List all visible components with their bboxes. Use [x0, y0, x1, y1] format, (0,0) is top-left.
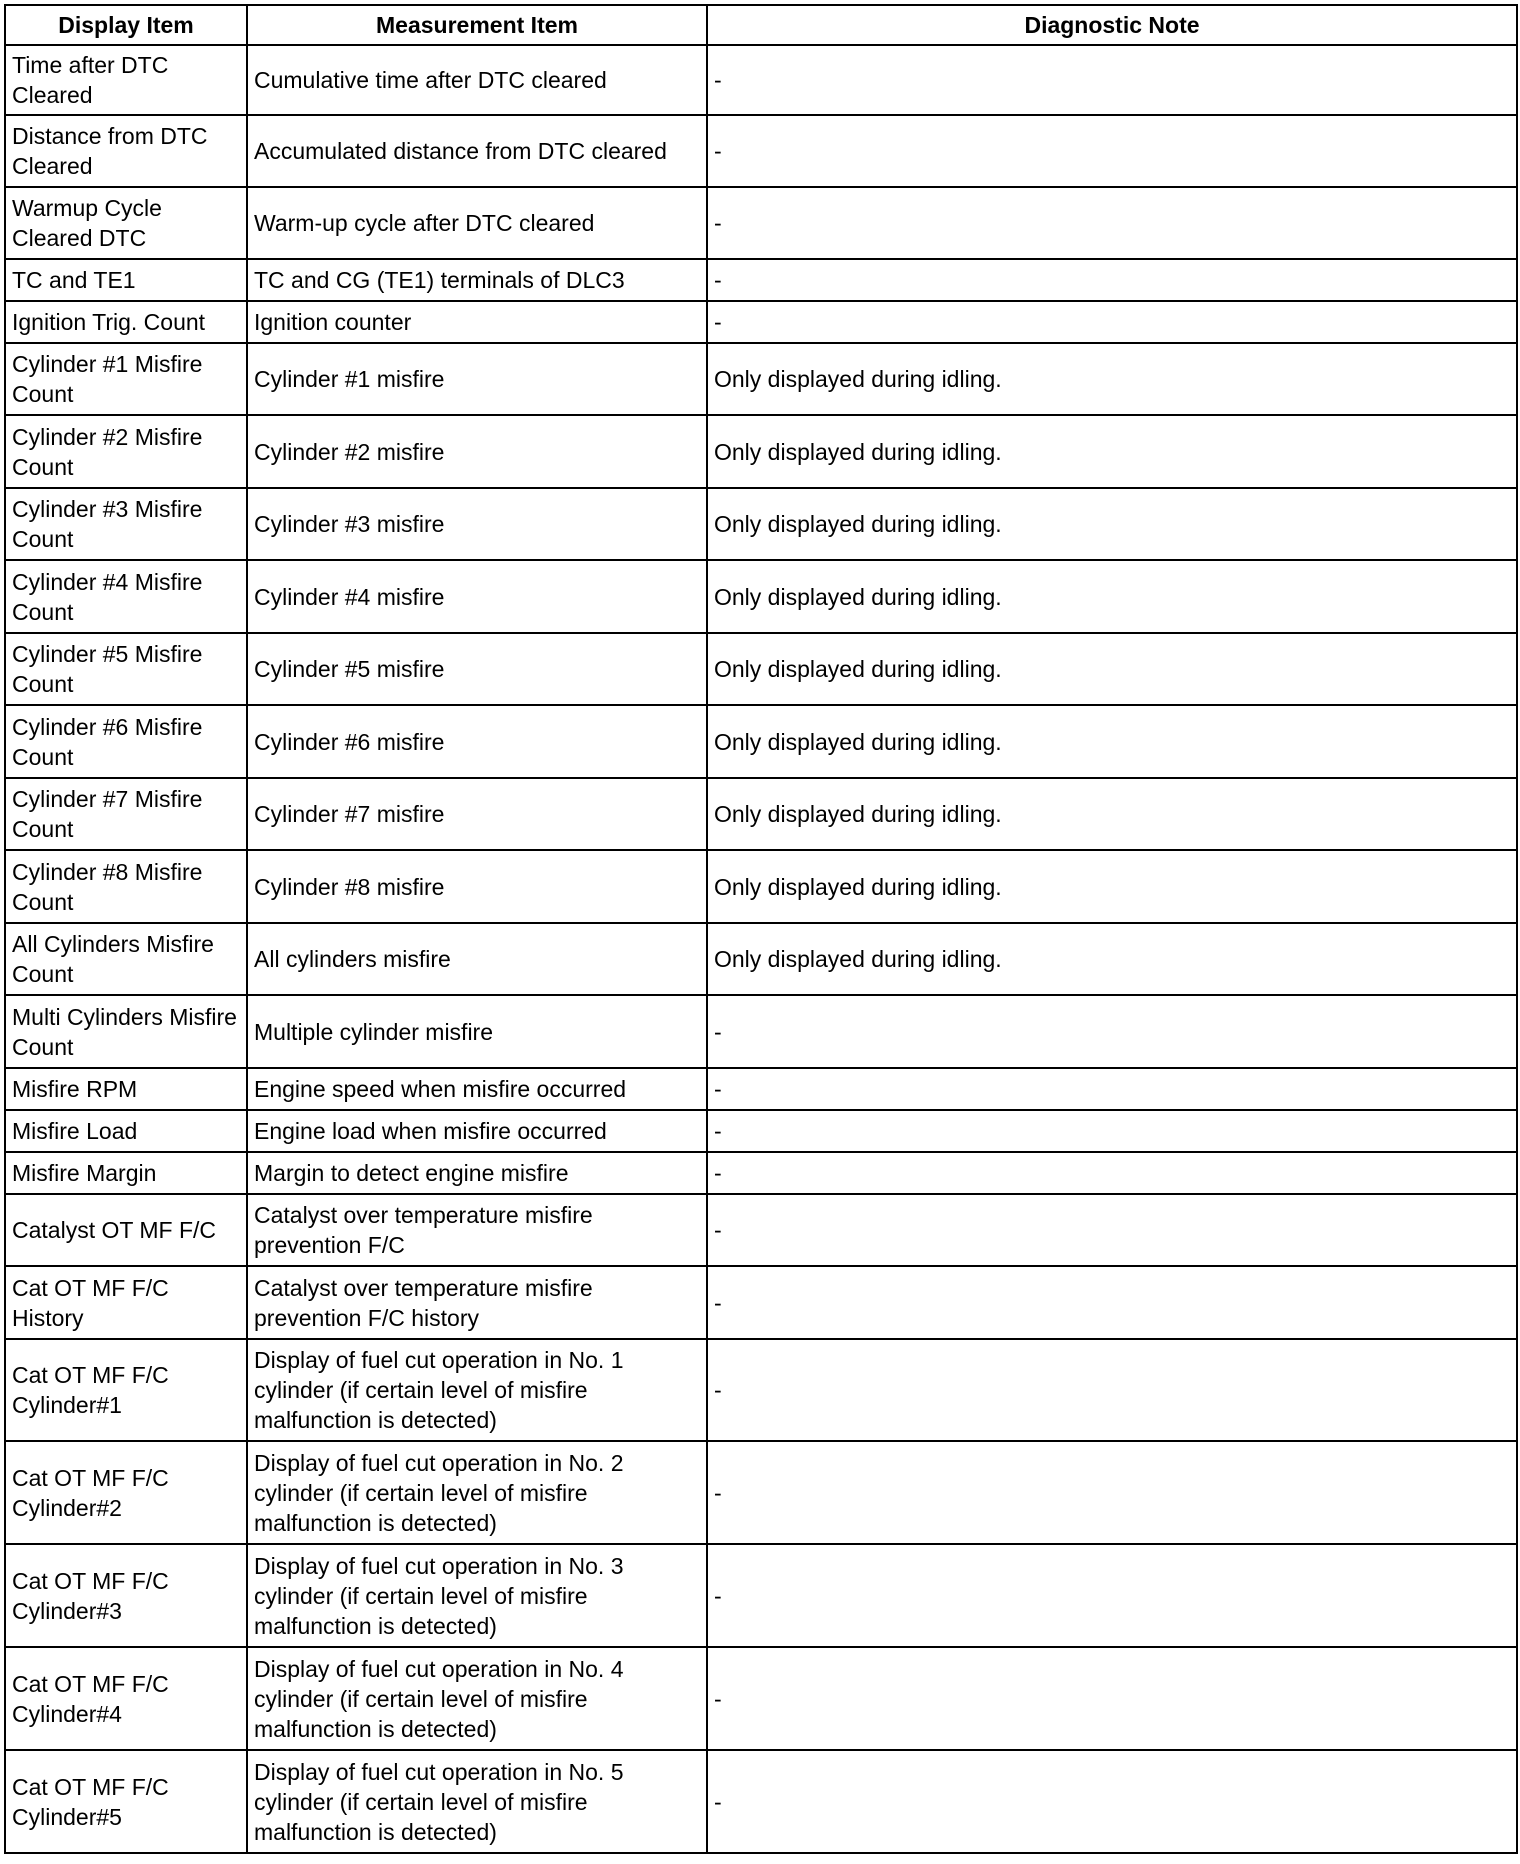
table-row	[5, 1339, 1517, 1441]
table-row	[5, 1110, 1517, 1152]
diagnostic-table-sheet	[4, 4, 1516, 1854]
measurement-item-cell: Cylinder #2 misfire	[247, 415, 707, 488]
display-item-cell: Time after DTC Cleared	[5, 45, 247, 115]
display-item-cell: Cylinder #6 Misfire Count	[5, 705, 247, 778]
diagnostic-note-cell: Only displayed during idling.	[707, 415, 1517, 488]
table-row	[5, 778, 1517, 850]
display-item-cell: Cat OT MF F/C Cylinder#2	[5, 1441, 247, 1544]
display-item-cell: Cat OT MF F/C Cylinder#1	[5, 1339, 247, 1441]
measurement-item-cell: Display of fuel cut operation in No. 5 cylinder (if certain level of misfire malfunction is detected)	[247, 1750, 707, 1853]
display-item-cell: Cat OT MF F/C History	[5, 1266, 247, 1339]
header-display-item: Display Item	[5, 5, 247, 45]
table-row	[5, 415, 1517, 488]
diagnostic-note-cell: -	[707, 1194, 1517, 1266]
table-header	[5, 5, 1517, 45]
diagnostic-note-cell: Only displayed during idling.	[707, 560, 1517, 633]
table-row	[5, 1152, 1517, 1194]
display-item-cell: Multi Cylinders Misfire Count	[5, 995, 247, 1068]
display-item-cell: Cylinder #8 Misfire Count	[5, 850, 247, 923]
display-item-cell: Ignition Trig. Count	[5, 301, 247, 343]
measurement-item-cell: Accumulated distance from DTC cleared	[247, 115, 707, 187]
table-row	[5, 259, 1517, 301]
measurement-item-cell: Display of fuel cut operation in No. 2 cylinder (if certain level of misfire malfunction is detected)	[247, 1441, 707, 1544]
diagnostic-note-cell: -	[707, 301, 1517, 343]
measurement-item-cell: Warm-up cycle after DTC cleared	[247, 187, 707, 259]
table-row	[5, 187, 1517, 259]
display-item-cell: Warmup Cycle Cleared DTC	[5, 187, 247, 259]
display-item-cell: Distance from DTC Cleared	[5, 115, 247, 187]
measurement-item-cell: Display of fuel cut operation in No. 3 cylinder (if certain level of misfire malfunction is detected)	[247, 1544, 707, 1647]
measurement-item-cell: Catalyst over temperature misfire prevention F/C	[247, 1194, 707, 1266]
diagnostic-note-cell: -	[707, 1266, 1517, 1339]
diagnostic-note-cell: -	[707, 1152, 1517, 1194]
measurement-item-cell: Display of fuel cut operation in No. 4 cylinder (if certain level of misfire malfunction is detected)	[247, 1647, 707, 1750]
measurement-item-cell: Cylinder #4 misfire	[247, 560, 707, 633]
measurement-item-cell: Engine speed when misfire occurred	[247, 1068, 707, 1110]
table-row	[5, 301, 1517, 343]
table-row	[5, 1441, 1517, 1544]
table-row	[5, 850, 1517, 923]
display-item-cell: Cylinder #5 Misfire Count	[5, 633, 247, 705]
diagnostic-note-cell: -	[707, 1647, 1517, 1750]
diagnostic-note-cell: -	[707, 259, 1517, 301]
diagnostic-note-cell: -	[707, 45, 1517, 115]
measurement-item-cell: Ignition counter	[247, 301, 707, 343]
display-item-cell: Cat OT MF F/C Cylinder#3	[5, 1544, 247, 1647]
measurement-item-cell: Cylinder #3 misfire	[247, 488, 707, 560]
table-row	[5, 633, 1517, 705]
measurement-item-cell: Cylinder #8 misfire	[247, 850, 707, 923]
diagnostic-note-cell: -	[707, 1750, 1517, 1853]
display-item-cell: Cylinder #2 Misfire Count	[5, 415, 247, 488]
table-row	[5, 560, 1517, 633]
diagnostic-note-cell: Only displayed during idling.	[707, 850, 1517, 923]
table-row	[5, 45, 1517, 115]
diagnostic-note-cell: -	[707, 1441, 1517, 1544]
measurement-item-cell: Cumulative time after DTC cleared	[247, 45, 707, 115]
header-row	[5, 5, 1517, 45]
display-item-cell: Catalyst OT MF F/C	[5, 1194, 247, 1266]
table-row	[5, 1068, 1517, 1110]
measurement-item-cell: Cylinder #6 misfire	[247, 705, 707, 778]
display-item-cell: Misfire Load	[5, 1110, 247, 1152]
measurement-item-cell: Multiple cylinder misfire	[247, 995, 707, 1068]
measurement-item-cell: TC and CG (TE1) terminals of DLC3	[247, 259, 707, 301]
diagnostic-note-cell: Only displayed during idling.	[707, 488, 1517, 560]
display-item-cell: Cylinder #1 Misfire Count	[5, 343, 247, 415]
table-row	[5, 343, 1517, 415]
table-row	[5, 1194, 1517, 1266]
table-row	[5, 1647, 1517, 1750]
diagnostic-note-cell: Only displayed during idling.	[707, 633, 1517, 705]
table-row	[5, 1750, 1517, 1853]
display-item-cell: Misfire RPM	[5, 1068, 247, 1110]
table-row	[5, 995, 1517, 1068]
diagnostic-note-cell: -	[707, 1339, 1517, 1441]
measurement-item-cell: Catalyst over temperature misfire prevention F/C history	[247, 1266, 707, 1339]
measurement-item-cell: Display of fuel cut operation in No. 1 cylinder (if certain level of misfire malfunction is detected)	[247, 1339, 707, 1441]
header-diagnostic-note: Diagnostic Note	[707, 5, 1517, 45]
diagnostic-note-cell: -	[707, 1544, 1517, 1647]
display-item-cell: Misfire Margin	[5, 1152, 247, 1194]
display-item-cell: TC and TE1	[5, 259, 247, 301]
measurement-item-cell: Cylinder #5 misfire	[247, 633, 707, 705]
table-row	[5, 923, 1517, 995]
table-body	[5, 45, 1517, 1853]
diagnostic-note-cell: -	[707, 1110, 1517, 1152]
table-row	[5, 705, 1517, 778]
table-row	[5, 115, 1517, 187]
table-row	[5, 1266, 1517, 1339]
display-item-cell: Cylinder #3 Misfire Count	[5, 488, 247, 560]
table-row	[5, 488, 1517, 560]
diagnostic-note-cell: -	[707, 187, 1517, 259]
diagnostic-note-cell: -	[707, 995, 1517, 1068]
display-item-cell: Cat OT MF F/C Cylinder#5	[5, 1750, 247, 1853]
table-row	[5, 1544, 1517, 1647]
measurement-item-cell: Margin to detect engine misfire	[247, 1152, 707, 1194]
measurement-item-cell: Engine load when misfire occurred	[247, 1110, 707, 1152]
diagnostic-note-cell: Only displayed during idling.	[707, 778, 1517, 850]
display-item-cell: Cylinder #7 Misfire Count	[5, 778, 247, 850]
diagnostic-note-cell: -	[707, 115, 1517, 187]
diagnostic-note-cell: Only displayed during idling.	[707, 343, 1517, 415]
measurement-item-cell: Cylinder #1 misfire	[247, 343, 707, 415]
header-measurement-item: Measurement Item	[247, 5, 707, 45]
diagnostic-note-cell: Only displayed during idling.	[707, 705, 1517, 778]
diagnostic-note-cell: -	[707, 1068, 1517, 1110]
display-item-cell: Cat OT MF F/C Cylinder#4	[5, 1647, 247, 1750]
display-item-cell: Cylinder #4 Misfire Count	[5, 560, 247, 633]
measurement-item-cell: All cylinders misfire	[247, 923, 707, 995]
measurement-item-cell: Cylinder #7 misfire	[247, 778, 707, 850]
display-item-cell: All Cylinders Misfire Count	[5, 923, 247, 995]
diagnostic-note-cell: Only displayed during idling.	[707, 923, 1517, 995]
data-list-table	[4, 4, 1518, 1854]
